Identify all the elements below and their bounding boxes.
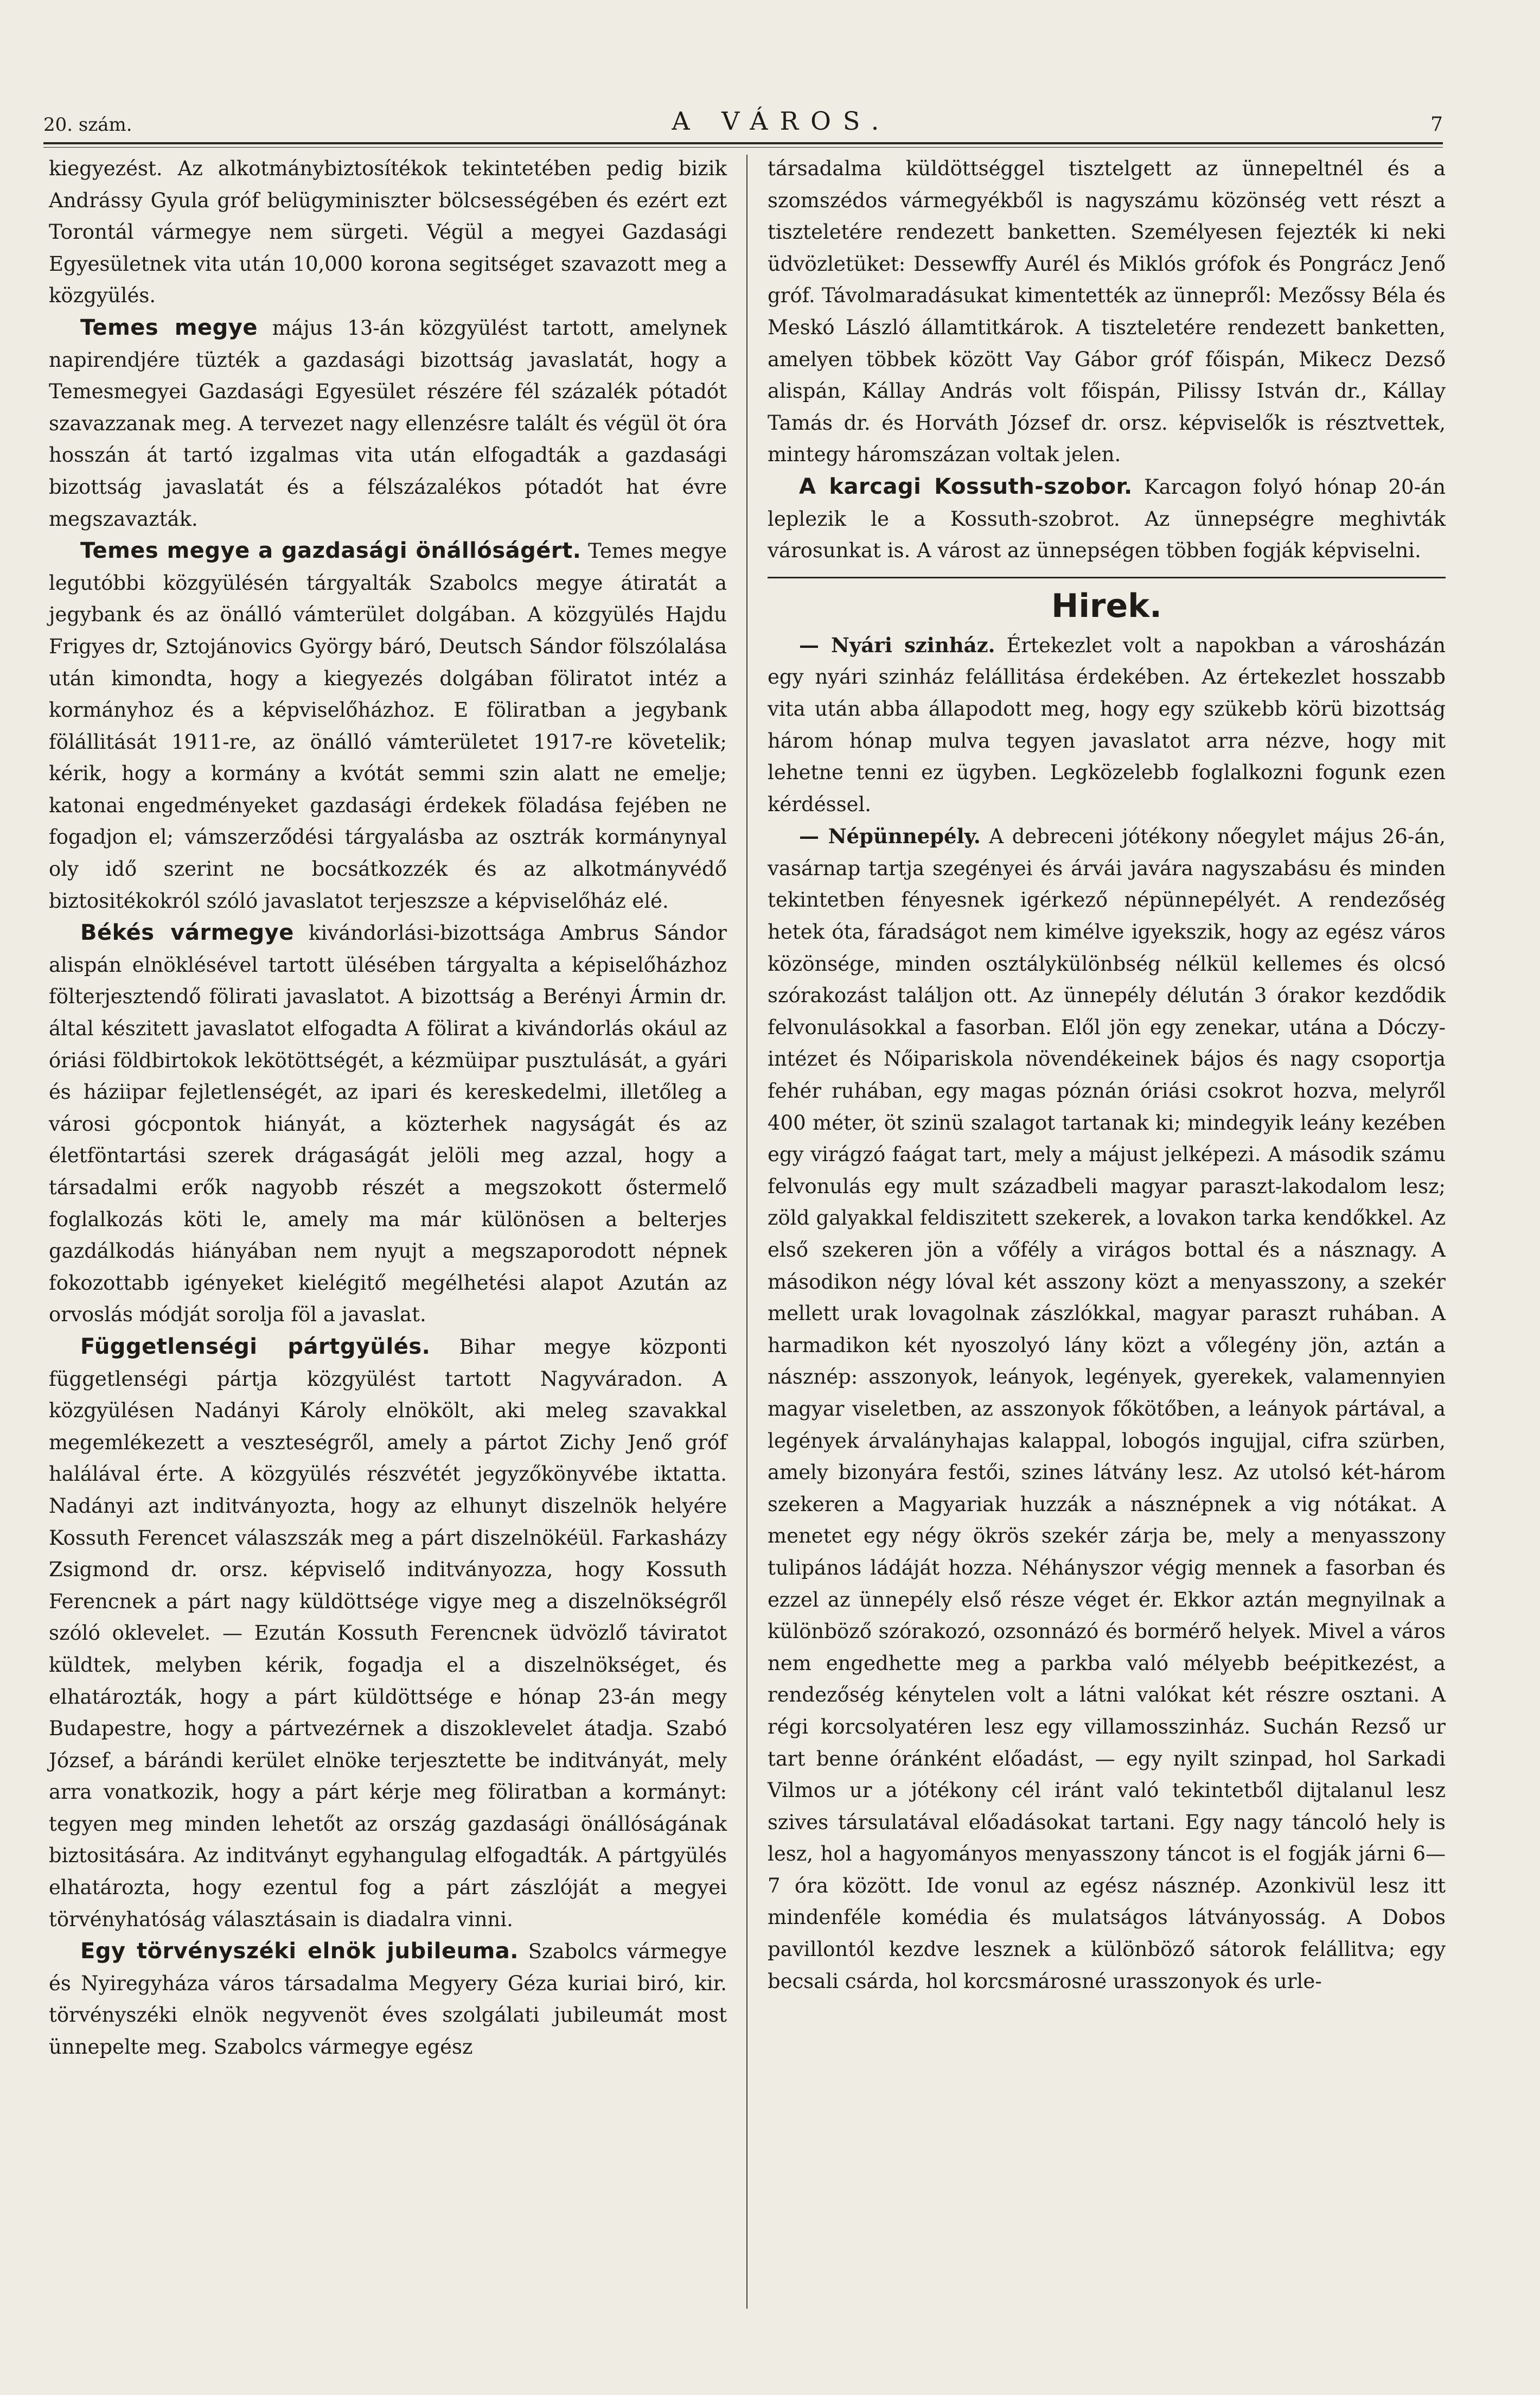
news-nepunnepely xyxy=(768,820,1446,1997)
article-body: Szabolcs vármegye és Nyiregyháza város társadalma Megyery Géza kuriai biró, kir. törvényszéki elnök negyvenöt éves szolgálati jubileumát most ünnepelte meg. Szabolcs vármegye egész xyxy=(49,1940,727,2059)
article-body: kiegyezést. Az alkotmánybiztosítékok tekintetében pedig bizik Andrássy Gyula gróf belügyminiszter bölcsességében és ezért ezt Torontál vármegye nem sürgeti. Végül a megyei Gazdasági Egyesületnek vita után 10,000 korona segitséget szavazott meg a közgyülés. xyxy=(49,157,727,308)
article-lead: A karcagi Kossuth-szobor. xyxy=(799,474,1133,499)
right-column xyxy=(768,153,1446,1997)
article-body: kivándorlási-bizottsága Ambrus Sándor alispán elnöklésével tartott ülésében tárgyalta a képiselőházhoz fölterjesztendő fölirati javaslatot. A bizottság a Berényi Ármin dr. által készitett javaslatot elfogadta A fölirat a kivándorlás okául az óriási földbirtokok lekötöttségét, a kézmüipar pusztulását, a gyári és háziipar fejletlenségét, az ipari és kereskedelmi, illetőleg a városi gócpontok hiányát, a közterhek nagyságát és az életföntartási szerek drágaságát jelöli meg azzal, hogy a társadalmi erők nagyobb részét a megszokott őstermelő foglalkozás köti le, amely ma már különösen a belterjes gazdálkodás hiányában nem nyujt a megszaporodott népnek fokozottabb igényeket kielégitő megélhetési alapot Azután az orvoslás módját sorolja föl a javaslat. xyxy=(49,921,727,1327)
article-body: Karcagon folyó hónap 20-án leplezik le a Kossuth-szobrot. Az ünnepségre meghivták városunkat is. A várost az ünnepségen többen fogják képviselni. xyxy=(768,475,1446,563)
article-lead: Temes megye xyxy=(80,315,258,340)
left-column xyxy=(49,153,727,2063)
news-nyari-szinhaz xyxy=(768,629,1446,821)
article-karcagi-kossuth-szobor xyxy=(768,471,1446,567)
article-body: Bihar megye központi függetlenségi pártja közgyülést tartott Nagyváradon. A közgyülésen Nadányi Károly elnökölt, aki meleg szavakkal megemlékezett a veszteségről, amely a pártot Zichy Jenő gróf halálával érte. A közgyülés részvétét jegyzőkönyvébe iktatta. Nadányi azt inditványozta, hogy az elhunyt diszelnök helyére Kossuth Ferencet válaszszák meg a párt diszelnökéül. Farkasházy Zsigmond dr. orsz. képviselő inditványozza, hogy Kossuth Ferencnek a párt nagy küldöttsége vigye meg a diszelnökségről szóló oklevelet. — Ezután Kossuth Ferencnek üdvözlő táviratot küldtek, melyben kérik, fogadja el a diszelnökséget, és elhatározták, hogy a párt küldöttsége e hónap 23-án megy Budapestre, hogy a pártvezérnek a diszoklevelet átadja. Szabó József, a bárándi kerület elnöke terjesztette be inditványát, mely arra vonatkozik, hogy a párt kérje meg föliratban a kormányt: tegyen meg minden lehetőt az ország gazdasági önállóságának biztositására. Az inditványt egyhangulag elfogadták. A pártgyülés elhatározta, hogy ezentul fog a párt zászlóját a megyei törvényhatóság választásain is diadalra vinni. xyxy=(49,1335,727,1931)
section-title-hirek: Hirek. xyxy=(1051,587,1162,625)
issue-number: 20. szám. xyxy=(43,114,132,136)
section-rule xyxy=(768,577,1446,578)
article-lead: Békés vármegye xyxy=(80,920,294,946)
newspaper-title: A VÁROS. xyxy=(672,106,891,136)
article-temes-megye xyxy=(49,312,727,535)
article-body: társadalma küldöttséggel tisztelgett az ünnepeltnél és a szomszédos vármegyékből is nagyszámu közönség vett részt a tiszteletére rendezett banketten. Személyesen fejezték ki neki üdvözletüket: Dessewffy Aurél és Miklós grófok és Pongrácz Jenő gróf. Távolmaradásukat kimentették az ünnepről: Mezőssy Béla és Meskó László államtitkárok. A tiszteletére rendezett banketten, amelyen többek között Vay Gábor gróf főispán, Mikecz Dezső alispán, Kállay András volt főispán, Pilissy István dr., Kállay Tamás dr. és Horváth József dr. orsz. képviselők is résztvettek, mintegy háromszázan voltak jelen. xyxy=(768,157,1446,467)
page-header xyxy=(43,92,1443,136)
article-lead: Egy törvényszéki elnök jubileuma. xyxy=(80,1939,519,1964)
news-body: Értekezlet volt a napokban a városházán egy nyári szinház felállitása érdekében. Az értekezlet hosszabb vita után abba állapodott meg, hogy egy szükebb körü bizottság három hónap mulva tegyen javaslatot arra nézve, hogy mit lehetne tenni ez ügyben. Legközelebb foglalkozni fogunk ezen kérdéssel. xyxy=(768,633,1446,816)
article-torvenyszeki-elnok xyxy=(49,1935,727,2063)
article-fuggetlensegi-partgyules xyxy=(49,1331,727,1935)
article-temes-onallosag xyxy=(49,535,727,917)
news-lead: — Népünnepély. xyxy=(799,824,981,849)
column-divider xyxy=(746,155,747,2309)
header-rule xyxy=(43,142,1443,148)
article-lead: Temes megye a gazdasági önállóságért. xyxy=(80,538,582,564)
article-bekes-varmegye xyxy=(49,917,727,1331)
article-body: Temes megye legutóbbi közgyülésén tárgyalták Szabolcs megye átiratát a jegybank és az önálló vámterület dolgában. A közgyülés Hajdu Frigyes dr, Sztojánovics György báró, Deutsch Sándor fölszólalása után kimondta, hogy a kiegyezés dolgában föliratot intéz a kormányhoz és a képviselőházhoz. E föliratban a jegybank fölállitását 1911-re, az önálló vámterületet 1917-re követelik; kérik, hogy a kormány a kvótát semmi szin alatt ne emelje; katonai engedményeket gazdasági érdekek föladása fejében ne fogadjon el; vámszerződési tárgyalásba az osztrák kormánynyal oly idő szerint ne bocsátkozzék és az alkotmányvédő biztositékokról szóló javaslatot terjeszsze a képviselőház elé. xyxy=(49,539,727,913)
article-continuation xyxy=(49,153,727,312)
article-body: május 13-án közgyülést tartott, amelynek napirendjére tüzték a gazdasági bizottság javaslatát, hogy a Temesmegyei Gazdasági Egyesület részére fél százalék pótadót szavazzanak meg. A tervezet nagy ellenzésre talált és végül öt óra hosszán át tartó izgalmas vita után elfogadták a gazdasági bizottság javaslatát és a félszázalékos pótadót hat évre megszavazták. xyxy=(49,316,727,531)
news-body: A debreceni jótékony nőegylet május 26-án, vasárnap tartja szegényei és árvái javára nagyszabásu és minden tekintetben fényesnek igérkező népünnepélyét. A rendezőség hetek óta, fáradságot nem kimélve igyekszik, hogy az egész város közönsége, minden osztálykülönbség nélkül kellemes és olcsó szórakozást találjon ott. Az ünnepély délután 3 órakor kezdődik felvonulásokkal a fasorban. Elől jön egy zenekar, utána a Dóczy-intézet és Nőipariskola növendékeinek bájos és nagy csoportja fehér ruhában, egy magas póznán óriási csokrot hozva, melyről 400 méter, öt szinü szalagot tartanak ki; mindegyik leány kezében egy virágzó faágat tart, mely a májust jelképezi. A második számu felvonulás egy mult századbeli magyar paraszt-lakodalom lesz; zöld galyakkal feldiszitett szekerek, a lovakon tarka kendőkkel. Az első szekeren jön a vőfély a virágos bottal és a násznagy. A másodikon négy lóval két asszony közt a menyasszony, a szekér mellett urak lovagolnak zászlókkal, magyar paraszt ruhában. A harmadikon két nyoszolyó lány közt a vőlegény jön, aztán a násznép: asszonyok, leányok, legények, gyerekek, valamennyien magyar viseletben, az asszonyok főkötőben, a leányok pártával, a legények árvalányhajas kalappal, lobogós ingujjal, cifra szürben, amely bizonyára festői, szines látvány lesz. Az utolsó két-három szekeren a Magyariak huzzák a násznépnek a vig nótákat. A menetet egy négy ökrös szekér zárja be, mely a menyasszony tulipános ládáját hozza. Néhányszor végig mennek a fasorban és ezzel az ünnepély első része véget ér. Ekkor aztán megnyilnak a különböző szórakozó, ozsonnázó és bormérő helyek. Mivel a város nem engedhette meg a parkba való mélyebb beépitkezést, a rendezőség kénytelen volt a látni valókat két részre osztani. A régi korcsolyatéren lesz egy villamosszinház. Suchán Rezső ur tart benne óránként előadást, — egy nyilt szinpad, hol Sarkadi Vilmos ur a jótékony cél iránt való tekintetből dijtalanul lesz szives társulatával előadásokat tartani. Egy nagy táncoló hely is lesz, hol a hagyományos menyasszony táncot is el fogják járni 6—7 óra között. Ide vonul az egész násznép. Azonkivül lesz itt mindenféle komédia és mulatságos látványosság. A Dobos pavillontól kezdve lesznek a különböző sátorok felállitva; egy becsali csárda, hol korcsmárosné urasszonyok és urle- xyxy=(768,825,1446,1993)
article-lead: Függetlenségi pártgyülés. xyxy=(80,1334,431,1359)
page-number: 7 xyxy=(1430,113,1443,136)
news-lead: — Nyári szinház. xyxy=(799,633,995,657)
article-continuation xyxy=(768,153,1446,471)
